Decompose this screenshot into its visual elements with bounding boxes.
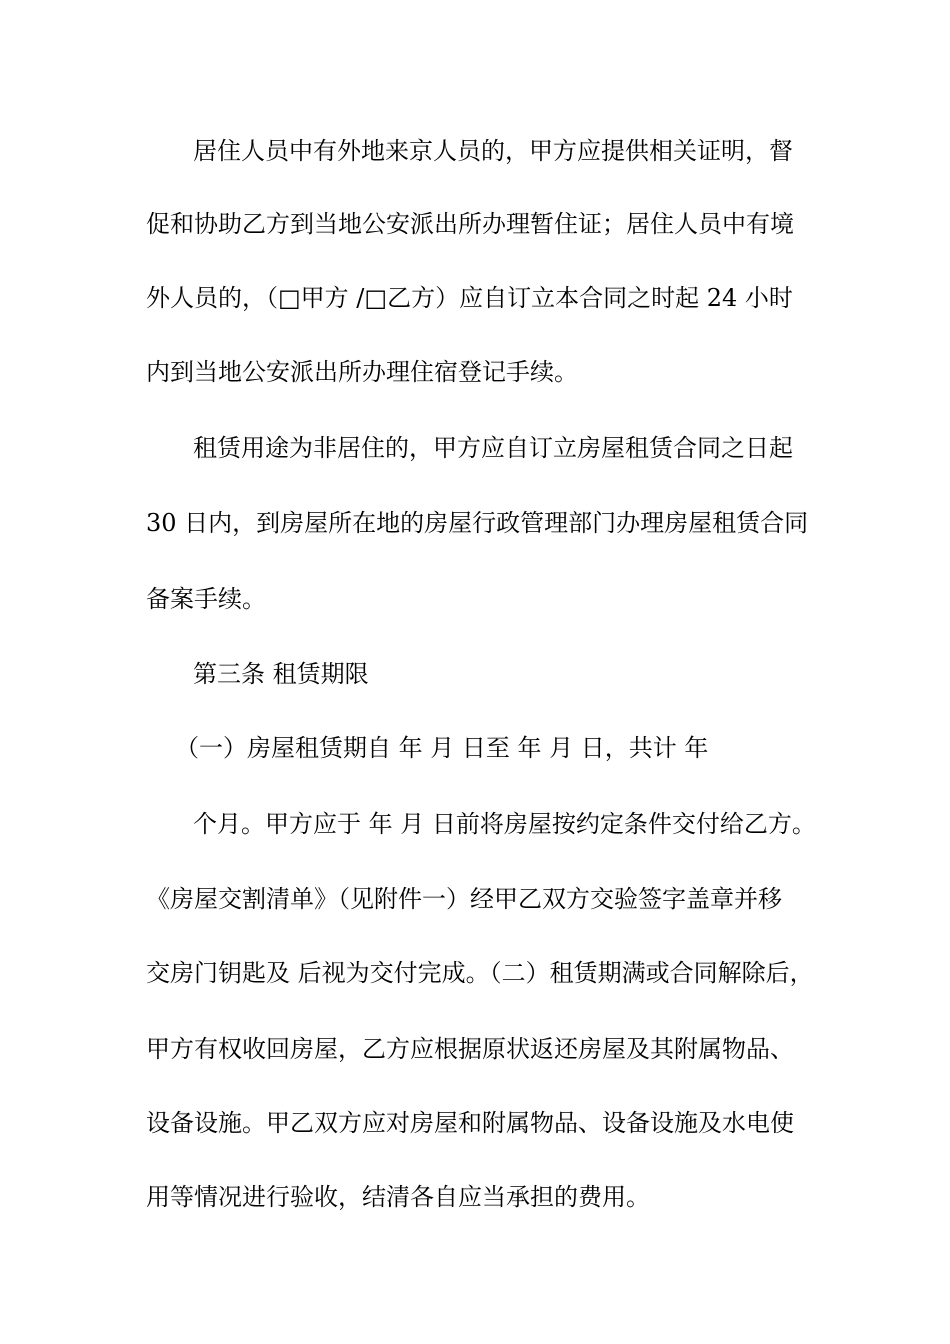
- text-line: （一）房屋租赁期自 年 月 日至 年 月 日，共计 年: [175, 734, 709, 762]
- text-line: 设备设施。甲乙双方应对房屋和附属物品、设备设施及水电使: [146, 1109, 794, 1137]
- text-line: 个月。甲方应于 年 月 日前将房屋按约定条件交付给乙方。: [193, 810, 816, 838]
- text-line: 《房屋交割清单》（见附件一）经甲乙双方交验签字盖章并移: [146, 885, 782, 913]
- text-line: 交房门钥匙及 后视为交付完成。（二）租赁期满或合同解除后，: [146, 959, 814, 987]
- text-line: 居住人员中有外地来京人员的，甲方应提供相关证明，督: [193, 137, 793, 165]
- text-line: 内到当地公安派出所办理住宿登记手续。: [146, 358, 578, 386]
- text-line: 租赁用途为非居住的，甲方应自订立房屋租赁合同之日起: [193, 434, 793, 462]
- text-line: 甲方有权收回房屋，乙方应根据原状返还房屋及其附属物品、: [146, 1035, 794, 1063]
- text-line: 30 日内，到房屋所在地的房屋行政管理部门办理房屋租赁合同: [146, 509, 809, 537]
- article-heading: 第三条 租赁期限: [193, 660, 369, 688]
- text-line: 促和协助乙方到当地公安派出所办理暂住证；居住人员中有境: [146, 210, 794, 238]
- text-line: 备案手续。: [146, 585, 266, 613]
- text-line: 用等情况进行验收，结清各自应当承担的费用。: [146, 1183, 650, 1211]
- text-line: 外人员的，（□甲方 /□乙方）应自订立本合同之时起 24 小时: [146, 284, 793, 312]
